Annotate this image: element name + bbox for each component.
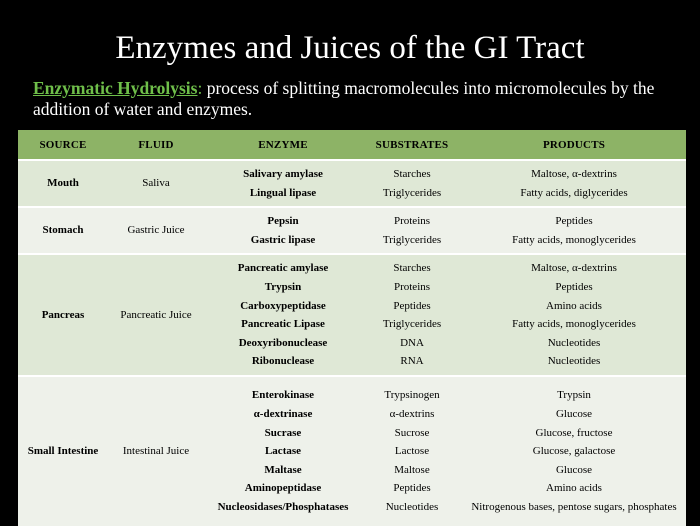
product-cell-line: Fatty acids, diglycerides — [520, 186, 628, 199]
product-cell-line: Glucose, fructose — [535, 426, 613, 439]
product-cell-line: Glucose, galactose — [532, 445, 616, 458]
product-cell-line: Maltose, α-dextrins — [531, 262, 617, 275]
header-fluid: FLUID — [108, 130, 204, 160]
definition-text — [33, 78, 673, 120]
product-cell-line: Nucleotides — [547, 355, 601, 368]
source-cell: Mouth — [18, 160, 108, 207]
enzyme-cell-line: Pancreatic amylase — [237, 262, 329, 275]
source-cell: Pancreas — [18, 254, 108, 376]
substrate-cell-line: Sucrose — [394, 426, 430, 439]
substrate-cell-line: Triglycerides — [382, 186, 442, 199]
table-header-row — [18, 130, 686, 160]
enzyme-cell-line: Carboxypeptidase — [240, 299, 326, 312]
enzyme-cell-line: Aminopeptidase — [244, 482, 322, 495]
product-cell-line: Nucleotides — [547, 336, 601, 349]
enzyme-cell-line: Ribonuclease — [251, 355, 315, 368]
enzyme-cell-line: Trypsin — [264, 280, 302, 293]
product-cell-line: Peptides — [555, 280, 593, 293]
enzyme-cell — [204, 254, 362, 376]
substrate-cell-line: Lactose — [394, 445, 430, 458]
enzyme-cell-line: Pancreatic Lipase — [241, 318, 325, 331]
substrate-cell — [362, 254, 462, 376]
product-cell-line: Trypsin — [557, 389, 591, 402]
substrate-cell — [362, 376, 462, 526]
substrate-cell-line: DNA — [400, 336, 424, 349]
header-enzyme: ENZYME — [204, 130, 362, 160]
header-source: SOURCE — [18, 130, 108, 160]
table-row — [18, 207, 686, 254]
product-cell — [462, 207, 686, 254]
enzyme-cell — [204, 376, 362, 526]
substrate-cell-line: Starches — [393, 262, 431, 275]
table-row — [18, 160, 686, 207]
substrate-cell-line: RNA — [400, 355, 424, 368]
enzyme-cell-line: Nucleosidases/Phosphatases — [217, 500, 349, 513]
product-cell-line: Glucose — [555, 407, 593, 420]
substrate-cell-line: Peptides — [393, 482, 431, 495]
substrate-cell-line: Proteins — [393, 215, 431, 228]
source-cell: Stomach — [18, 207, 108, 254]
product-cell-line: Maltose, α-dextrins — [531, 168, 617, 180]
product-cell-line: Amino acids — [546, 482, 602, 495]
enzyme-cell-line: Lactase — [264, 445, 302, 458]
product-cell-line: Fatty acids, monoglycerides — [512, 233, 636, 246]
substrate-cell-line: Peptides — [393, 299, 431, 312]
enzyme-cell — [204, 160, 362, 207]
table-row — [18, 376, 686, 526]
header-products: PRODUCTS — [462, 130, 686, 160]
definition-term: Enzymatic Hydrolysis — [33, 78, 198, 98]
enzyme-cell-line: Pepsin — [267, 215, 299, 228]
substrate-cell — [362, 207, 462, 254]
enzyme-cell-line: Deoxyribonuclease — [238, 336, 328, 349]
substrate-cell-line: Triglycerides — [382, 318, 442, 331]
product-cell-line: Peptides — [555, 215, 593, 228]
enzyme-cell-line: α-dextrinase — [253, 407, 313, 420]
definition-body: process of splitting macromolecules into micromolecules by the addition of water and enzymes. — [33, 78, 655, 119]
table-row — [18, 254, 686, 376]
substrate-cell-line: α-dextrins — [389, 407, 435, 420]
product-cell-line: Amino acids — [546, 299, 602, 312]
header-substrates: SUBSTRATES — [362, 130, 462, 160]
table-body — [18, 160, 686, 526]
enzyme-cell-line: Lingual lipase — [249, 186, 317, 199]
enzyme-cell-line: Salivary amylase — [243, 168, 323, 180]
fluid-cell: Gastric Juice — [108, 207, 204, 254]
enzyme-cell-line: Enterokinase — [251, 389, 315, 402]
product-cell — [462, 160, 686, 207]
substrate-cell — [362, 160, 462, 207]
fluid-cell: Saliva — [108, 160, 204, 207]
fluid-cell: Pancreatic Juice — [108, 254, 204, 376]
enzyme-cell — [204, 207, 362, 254]
source-cell: Small Intestine — [18, 376, 108, 526]
product-cell — [462, 254, 686, 376]
definition-colon: : — [197, 78, 203, 98]
enzyme-cell-line: Maltase — [264, 463, 302, 476]
substrate-cell-line: Nucleotides — [385, 500, 439, 513]
substrate-cell-line: Trypsinogen — [384, 389, 440, 402]
substrate-cell-line: Triglycerides — [382, 233, 442, 246]
product-cell-line: Glucose — [555, 463, 593, 476]
fluid-cell: Intestinal Juice — [108, 376, 204, 526]
enzymes-table — [18, 130, 686, 526]
substrate-cell-line: Maltose — [394, 463, 430, 476]
substrate-cell-line: Starches — [393, 168, 431, 180]
product-cell-line: Fatty acids, monoglycerides — [512, 318, 636, 331]
product-cell — [462, 376, 686, 526]
enzyme-cell-line: Gastric lipase — [250, 233, 316, 246]
page-title: Enzymes and Juices of the GI Tract — [115, 30, 585, 66]
substrate-cell-line: Proteins — [393, 280, 431, 293]
enzyme-cell-line: Sucrase — [264, 426, 302, 439]
product-cell-line: Nitrogenous bases, pentose sugars, phosphates — [471, 500, 677, 513]
